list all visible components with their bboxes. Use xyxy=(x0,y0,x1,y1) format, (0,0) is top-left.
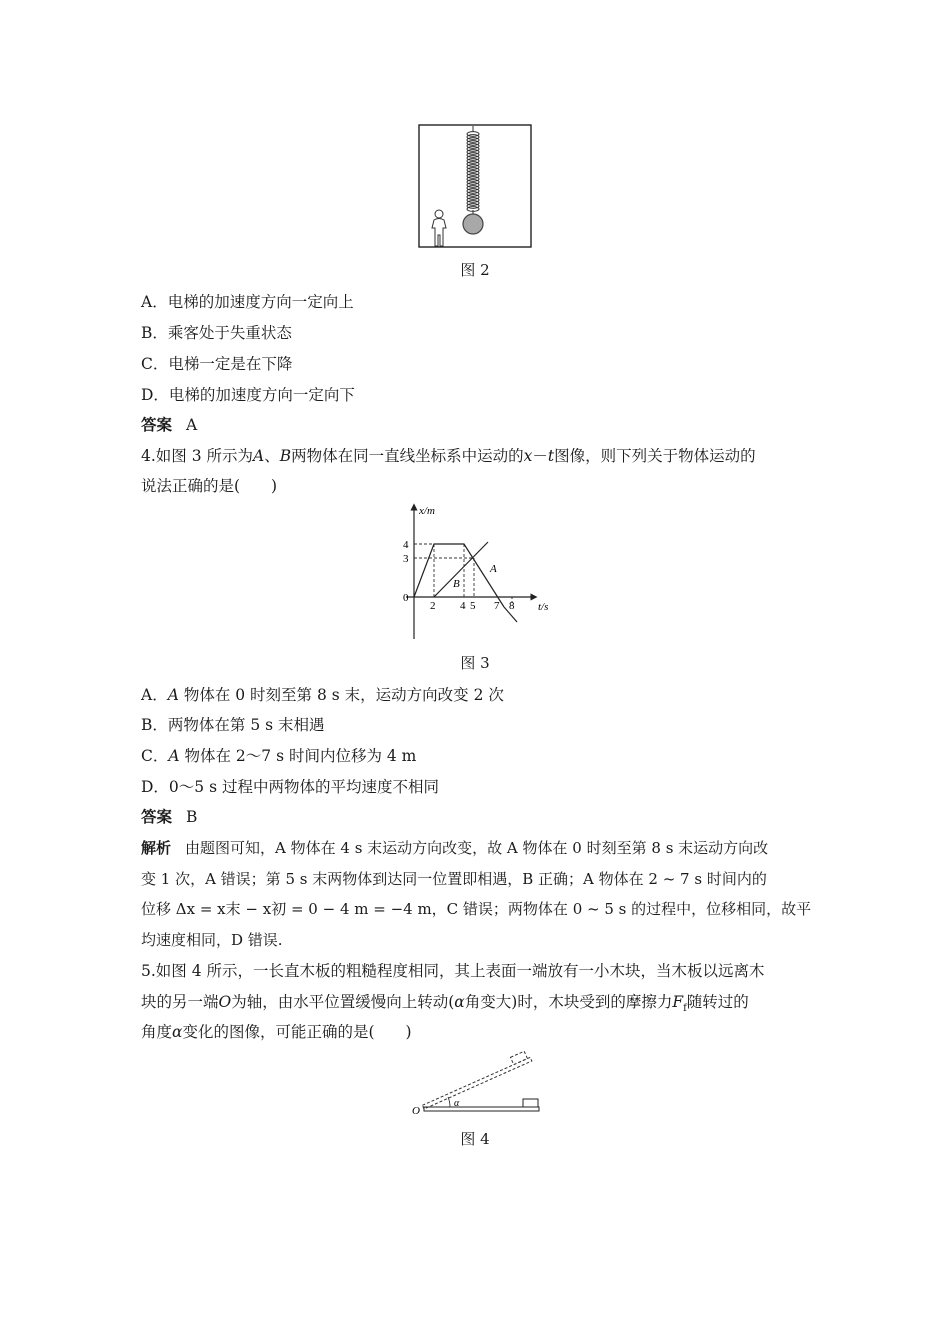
answer-label: 答案 xyxy=(141,807,173,826)
spring-coil xyxy=(467,132,479,137)
var-a: A xyxy=(253,447,265,465)
q4-analysis-line-1 xyxy=(141,838,768,858)
q5-stem-line-3 xyxy=(141,1022,412,1042)
var-alpha: α xyxy=(172,1023,183,1041)
answer-label: 答案 xyxy=(141,415,173,434)
figure-3 xyxy=(394,502,564,642)
line-b-label: B xyxy=(453,578,460,590)
var-x: x xyxy=(523,447,533,465)
q4-analysis-line-2: 变 1 次，A 错误；第 5 s 末两物体到达同一位置即相遇，B 正确；A 物体在 2 ~ 7 s 时间内的 xyxy=(141,870,767,888)
spring-coil xyxy=(467,168,479,173)
spring-coil xyxy=(467,171,479,176)
spring-coil xyxy=(467,162,479,167)
option-text: 物体在 0 时刻至第 8 s 末，运动方向改变 2 次 xyxy=(178,686,504,704)
q3-option-b: B．乘客处于失重状态 xyxy=(141,324,292,342)
figure-2 xyxy=(417,124,533,248)
figure-4 xyxy=(410,1050,545,1120)
q4-option-b: B．两物体在第 5 s 末相遇 xyxy=(141,716,325,734)
var-o: O xyxy=(218,993,232,1011)
board-horizontal xyxy=(424,1107,539,1111)
subscript-f: f xyxy=(683,1003,687,1015)
y-tick-0: 0 xyxy=(403,592,409,604)
q4-stem-text: 、 xyxy=(264,447,280,465)
spring-coil xyxy=(467,180,479,185)
angle-arc xyxy=(448,1097,450,1107)
q5-stem-text: 角度 xyxy=(141,1023,173,1041)
person-icon xyxy=(432,210,446,246)
spring-coil xyxy=(467,195,479,200)
spring-coil xyxy=(467,156,479,161)
q4-option-a xyxy=(141,685,504,705)
var-a: A xyxy=(168,747,180,765)
figure-4-caption: 图 4 xyxy=(460,1130,490,1148)
analysis-label: 解析 xyxy=(141,839,172,857)
spring-coil xyxy=(467,138,479,143)
option-prefix: C． xyxy=(141,747,169,765)
line-a-label: A xyxy=(490,563,497,575)
x-tick-8: 8 xyxy=(509,600,515,612)
q5-stem-line-2 xyxy=(141,992,749,1019)
q4-stem-text: － xyxy=(532,447,548,465)
x-tick-2: 2 xyxy=(430,600,436,612)
x-tick-4: 4 xyxy=(460,600,466,612)
q5-stem-text: 变化的图像，可能正确的是( ) xyxy=(182,1023,412,1041)
y-tick-4: 4 xyxy=(403,539,409,551)
q5-stem-text: 块的另一端 xyxy=(141,993,219,1011)
q4-answer xyxy=(141,807,197,827)
spring-coil xyxy=(467,165,479,170)
spring-coil xyxy=(467,177,479,182)
q4-option-d: D．0～5 s 过程中两物体的平均速度不相同 xyxy=(141,778,439,796)
x-tick-5: 5 xyxy=(470,600,476,612)
x-t-graph xyxy=(394,502,564,642)
answer-value: B xyxy=(186,808,198,826)
spring-coil xyxy=(467,189,479,194)
block xyxy=(523,1099,538,1107)
spring-coil xyxy=(467,159,479,164)
q4-stem-line-2: 说法正确的是( ) xyxy=(141,477,278,495)
figure-2-caption: 图 2 xyxy=(460,261,490,279)
spring-coil xyxy=(467,201,479,206)
q4-stem-text: 两物体在同一直线坐标系中运动的 xyxy=(291,447,524,465)
q4-analysis-line-4: 均速度相同，D 错误. xyxy=(141,931,283,949)
q4-stem-line-1 xyxy=(141,446,756,466)
q5-stem-text: 随转过的 xyxy=(686,993,749,1011)
var-alpha: α xyxy=(454,993,465,1011)
tilting-board-diagram xyxy=(410,1050,545,1120)
x-axis-label: t/s xyxy=(538,601,549,613)
ball xyxy=(463,214,483,234)
figure-3-caption: 图 3 xyxy=(460,654,490,672)
y-tick-3: 3 xyxy=(403,553,409,565)
x-tick-7: 7 xyxy=(494,600,500,612)
spring-coil xyxy=(467,174,479,179)
spring-coil xyxy=(467,192,479,197)
var-t: t xyxy=(547,447,555,465)
option-prefix: A． xyxy=(141,686,168,704)
q3-answer xyxy=(141,415,197,435)
answer-value: A xyxy=(186,416,198,434)
var-a: A xyxy=(167,686,179,704)
q3-option-c: C．电梯一定是在下降 xyxy=(141,355,293,373)
q5-stem-text: 为轴，由水平位置缓慢向上转动( xyxy=(231,993,455,1011)
spring-coil xyxy=(467,135,479,140)
spring-coil xyxy=(467,141,479,146)
spring-coil xyxy=(467,183,479,188)
q5-stem-line-1: 5.如图 4 所示，一长直木板的粗糙程度相同，其上表面一端放有一小木块，当木板以远离木 xyxy=(141,962,765,980)
option-text: 物体在 2～7 s 时间内位移为 4 m xyxy=(179,747,417,765)
angle-label: α xyxy=(454,1098,460,1109)
q5-stem-text: 角变大)时，木块受到的摩擦力 xyxy=(464,993,673,1011)
spring-coil xyxy=(467,150,479,155)
q4-stem-text: 4.如图 3 所示为 xyxy=(141,447,254,465)
spring-coil xyxy=(467,153,479,158)
board-rotated xyxy=(419,1050,532,1109)
spring-coil xyxy=(467,186,479,191)
q3-option-a: A．电梯的加速度方向一定向上 xyxy=(141,293,354,311)
spring-coil xyxy=(467,198,479,203)
pivot-label: O xyxy=(412,1105,420,1117)
q4-stem-text: 图像，则下列关于物体运动的 xyxy=(554,447,756,465)
spring-coil xyxy=(467,204,479,209)
q4-option-c xyxy=(141,746,416,766)
elevator-spring-diagram xyxy=(417,124,533,248)
y-axis-label: x/m xyxy=(419,505,435,517)
spring-coil xyxy=(467,147,479,152)
analysis-text: 由题图可知，A 物体在 4 s 末运动方向改变，故 A 物体在 0 时刻至第 8 s 末运动方向改 xyxy=(185,839,769,857)
guide-lines xyxy=(414,544,474,597)
q4-analysis-line-3: 位移 Δx = x末 − x初 = 0 − 4 m = −4 m，C 错误；两物体在 0 ~ 5 s 的过程中，位移相同，故平 xyxy=(141,900,812,918)
q3-option-d: D．电梯的加速度方向一定向下 xyxy=(141,386,355,404)
var-b: B xyxy=(279,447,292,465)
spring-coil xyxy=(467,144,479,149)
var-f: F xyxy=(672,993,684,1011)
